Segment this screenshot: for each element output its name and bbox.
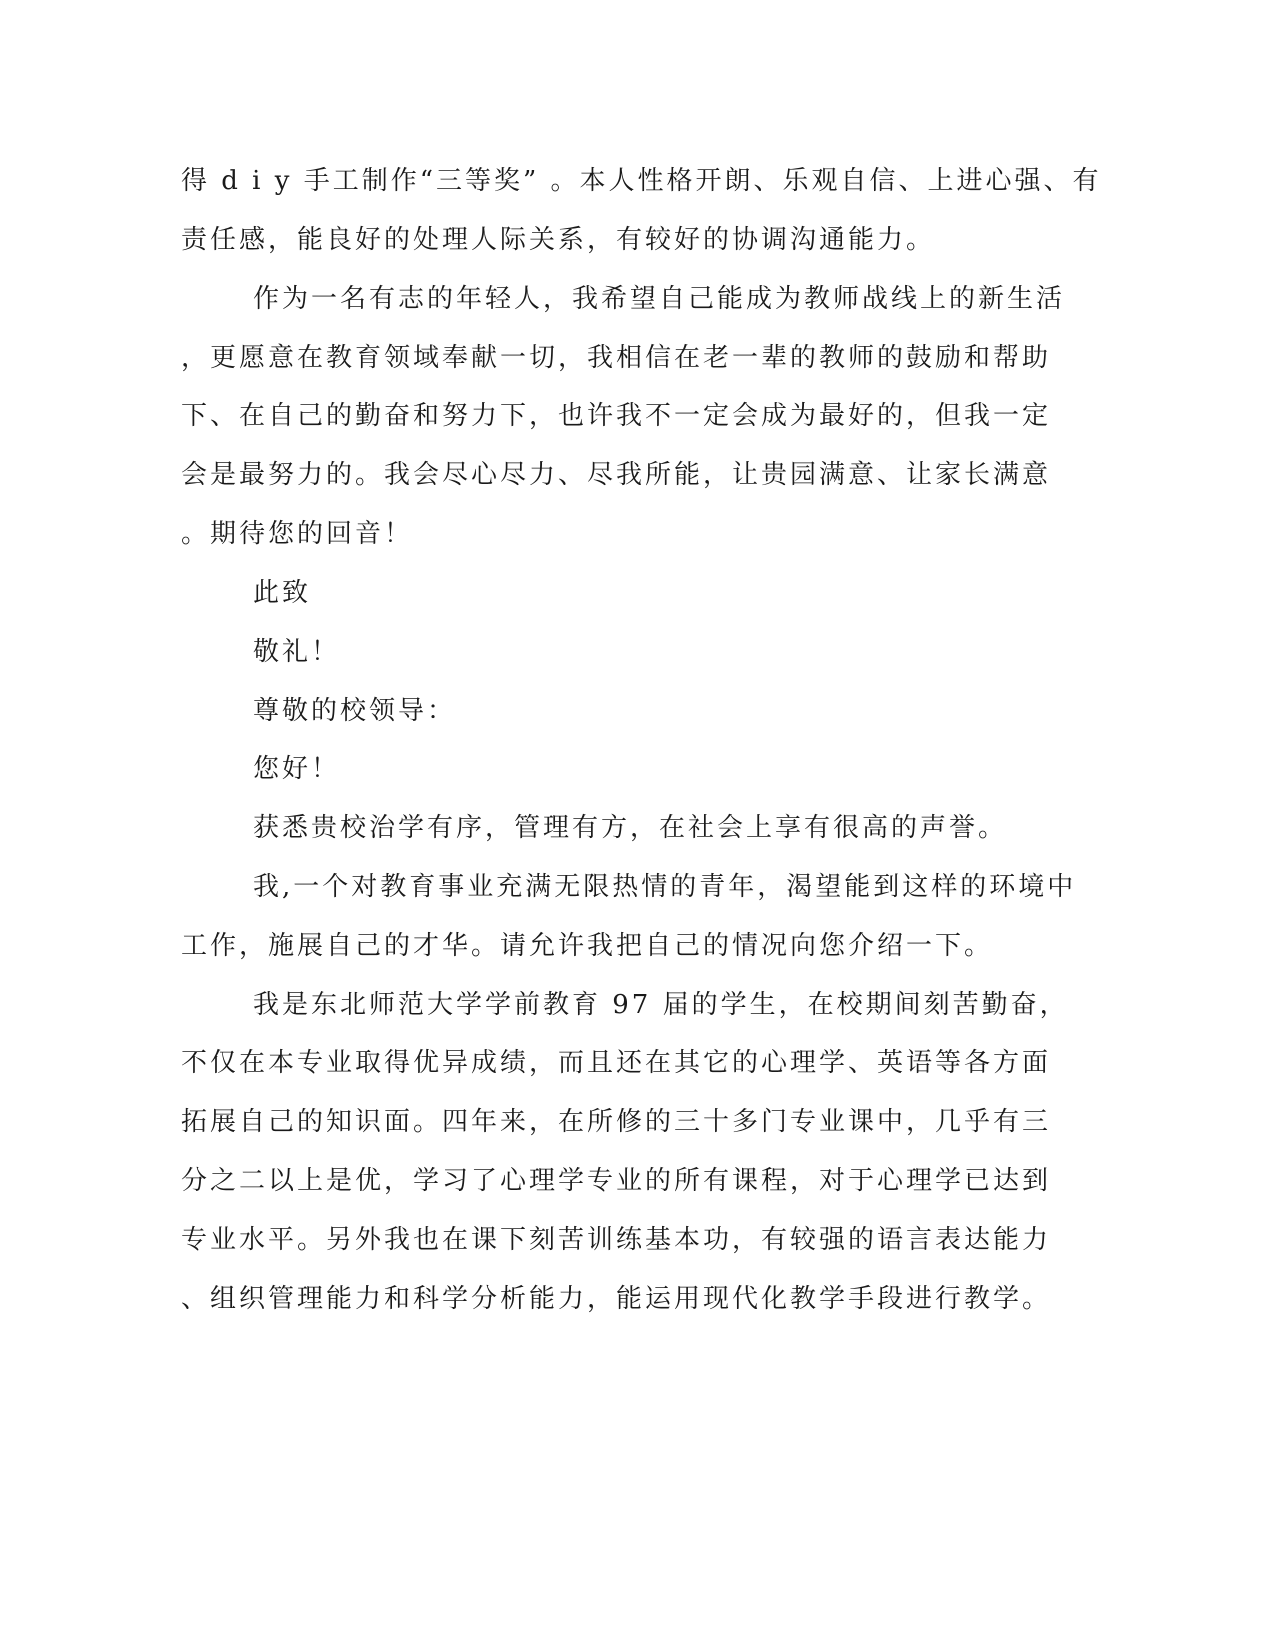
text-line: 专业水平。另外我也在课下刻苦训练基本功，有较强的语言表达能力 (181, 1225, 1052, 1255)
text-line: 、组织管理能力和科学分析能力，能运用现代化教学手段进行教学。 (181, 1284, 1052, 1314)
paragraph-start-line: 我,一个对教育事业充满无限热情的青年，渴望能到这样的环境中 (253, 872, 1077, 902)
text-line: 。期待您的回音！ (181, 519, 414, 549)
text-line: 拓展自己的知识面。四年来，在所修的三十多门专业课中，几乎有三 (181, 1107, 1052, 1137)
text-line: 下、在自己的勤奋和努力下，也许我不一定会成为最好的，但我一定 (181, 401, 1052, 431)
text-line: 工作，施展自己的才华。请允许我把自己的情况向您介绍一下。 (181, 931, 994, 961)
paragraph-start-line: 获悉贵校治学有序，管理有方，在社会上享有很高的声誉。 (253, 813, 1008, 843)
greeting: 您好！ (253, 754, 341, 784)
salutation: 尊敬的校领导： (253, 696, 457, 726)
closing-salute: 敬礼！ (253, 637, 341, 667)
text-line: 得 d i y 手工制作“三等奖” 。本人性格开朗、乐观自信、上进心强、有 (181, 166, 1102, 196)
closing-line: 此致 (253, 578, 312, 608)
text-line: 不仅在本专业取得优异成绩，而且还在其它的心理学、英语等各方面 (181, 1048, 1052, 1078)
paragraph-start-line: 我是东北师范大学学前教育 97 届的学生，在校期间刻苦勤奋， (253, 990, 1069, 1020)
paragraph-start-line: 作为一名有志的年轻人，我希望自己能成为教师战线上的新生活 (253, 284, 1066, 314)
text-line: ，更愿意在教育领域奉献一切，我相信在老一辈的教师的鼓励和帮助 (181, 343, 1052, 373)
text-line: 责任感，能良好的处理人际关系，有较好的协调沟通能力。 (181, 225, 936, 255)
text-line: 分之二以上是优，学习了心理学专业的所有课程，对于心理学已达到 (181, 1166, 1052, 1196)
text-line: 会是最努力的。我会尽心尽力、尽我所能，让贵园满意、让家长满意 (181, 460, 1052, 490)
